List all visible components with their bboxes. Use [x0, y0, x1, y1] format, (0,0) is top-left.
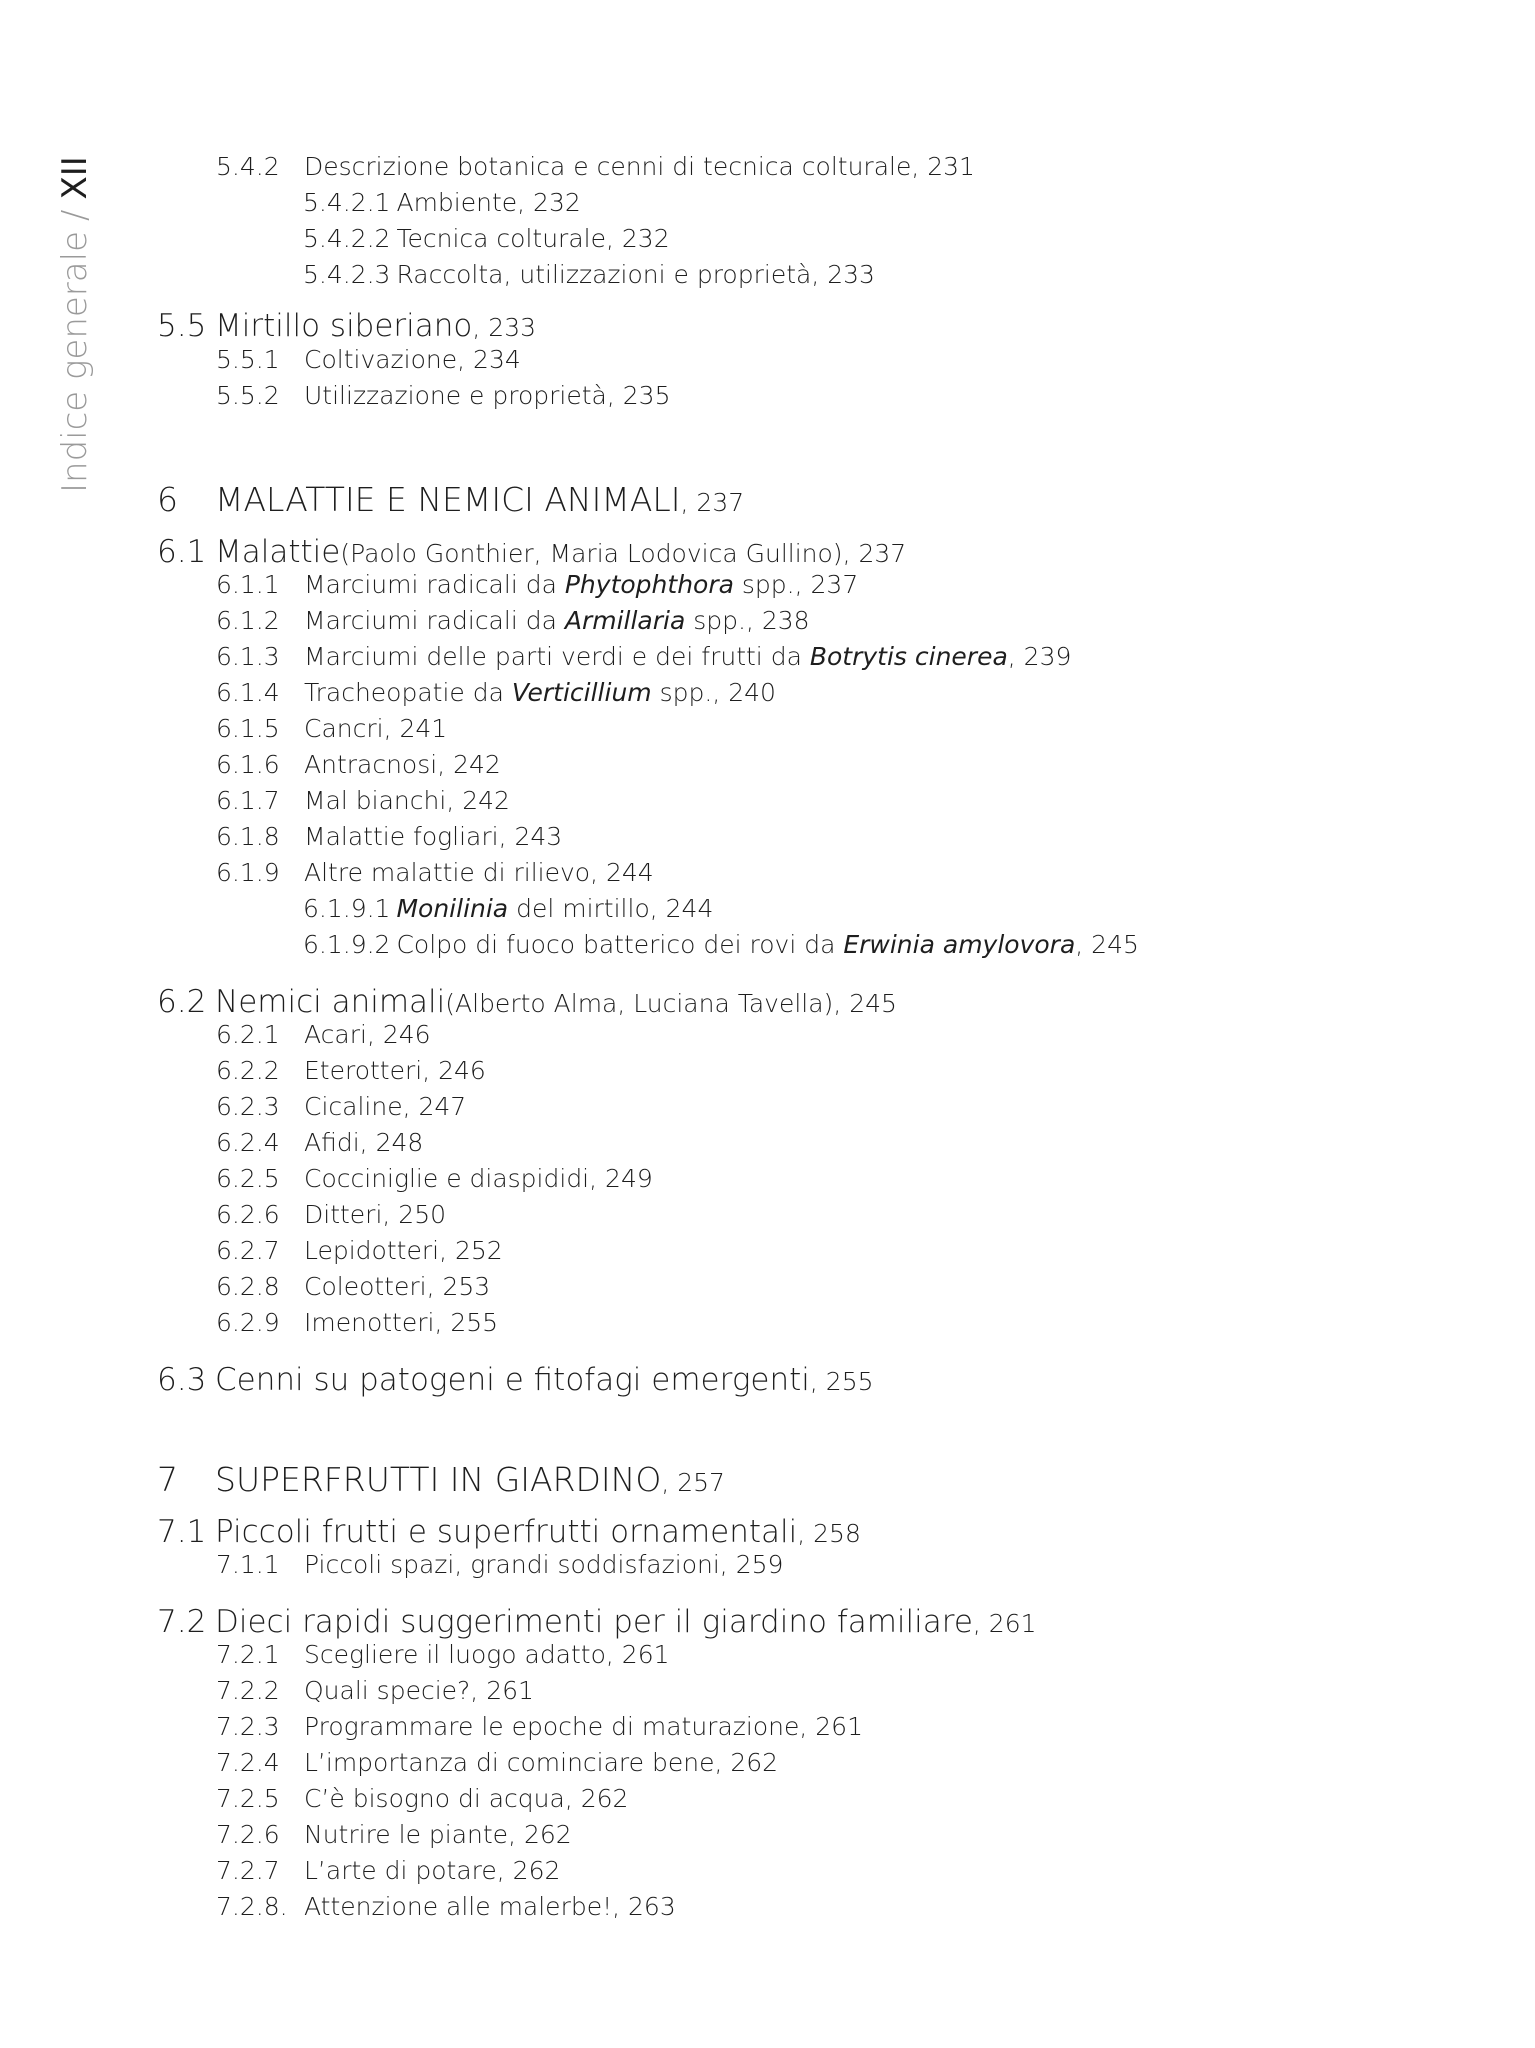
- toc-entry-number: 6.2.8: [216, 1272, 280, 1301]
- title-text: Coltivazione: [304, 345, 458, 374]
- toc-entry-page: , 261: [470, 1676, 534, 1705]
- title-text: Cenni su patogeni e fitofagi emergenti: [215, 1362, 810, 1398]
- title-text: Colpo di fuoco batterico dei rovi da: [396, 930, 844, 959]
- toc-entry-number: 5.5: [157, 308, 207, 344]
- toc-entry-number: 5.5.2: [216, 381, 280, 410]
- toc-entry-sub: [216, 822, 562, 851]
- toc-entry-number: 6.3: [157, 1362, 207, 1398]
- toc-entry-number: 6.2.4: [216, 1128, 280, 1157]
- toc-entry-number: 6: [157, 480, 178, 519]
- title-text: Cocciniglie e diaspididi: [304, 1164, 590, 1193]
- title-text: Altre malattie di rilievo: [304, 858, 591, 887]
- title-text: Dieci rapidi suggerimenti per il giardino familiare: [215, 1604, 973, 1640]
- toc-entry-number: 6.1.9: [216, 858, 280, 887]
- toc-entry-page: , 257: [661, 1468, 725, 1497]
- title-text: Marciumi radicali da: [304, 570, 565, 599]
- toc-entry-title: [215, 308, 472, 344]
- toc-entry-sub: [216, 1856, 560, 1885]
- toc-entry-number: 5.5.1: [216, 345, 280, 374]
- title-text: Marciumi delle parti verdi e dei frutti da: [304, 642, 810, 671]
- toc-entry-page: , 249: [589, 1164, 653, 1193]
- toc-entry-title: [304, 642, 1008, 671]
- toc-entry-sub: [216, 1128, 423, 1157]
- toc-entry-title: [396, 260, 811, 289]
- toc-entry-title: [215, 480, 681, 519]
- toc-entry-sub: [216, 1308, 498, 1337]
- title-text: Afidi: [304, 1128, 360, 1157]
- title-text: Scegliere il luogo adatto: [304, 1640, 606, 1669]
- toc-entry-page: , 253: [426, 1272, 491, 1301]
- title-text: Descrizione botanica e cenni di tecnica colturale: [304, 152, 912, 181]
- toc-entry-chapter: [157, 1460, 725, 1499]
- toc-entry-number: 6.1.1: [216, 570, 280, 599]
- italic-term: Phytophthora: [564, 570, 734, 599]
- toc-entry-number: 6.1.9.1: [303, 894, 391, 923]
- toc-entry-page: , 241: [383, 714, 448, 743]
- toc-entry-number: 6.2.1: [216, 1020, 280, 1049]
- title-text: Lepidotteri: [304, 1236, 440, 1265]
- toc-entry-title: [304, 858, 590, 887]
- title-text: Marciumi radicali da: [304, 606, 565, 635]
- toc-entry-title: [215, 534, 340, 570]
- title-text: Cicaline: [304, 1092, 403, 1121]
- toc-entry-page: , 237: [794, 570, 859, 599]
- toc-entry-page: , 231: [911, 152, 975, 181]
- toc-entry-page: , 233: [472, 313, 537, 342]
- toc-entry-sub: [216, 858, 654, 887]
- toc-entry-sub: [216, 345, 521, 374]
- title-text: Tracheopatie da: [304, 678, 512, 707]
- toc-entry-page: , 235: [606, 381, 671, 410]
- toc-entry-title: [304, 606, 746, 635]
- toc-entry-number: 5.4.2.2: [303, 224, 391, 253]
- toc-entry-number: 6.1.5: [216, 714, 280, 743]
- toc-entry-section: [157, 308, 536, 344]
- toc-entry-sub: [216, 1056, 486, 1085]
- toc-entry-number: 5.4.2: [216, 152, 280, 181]
- running-head-separator: /: [55, 209, 95, 221]
- toc-entry-number: 7: [157, 1460, 178, 1499]
- toc-entry-title: [396, 894, 649, 923]
- toc-entry-number: 6.2.9: [216, 1308, 280, 1337]
- toc-entry-title: [304, 1676, 470, 1705]
- title-text: SUPERFRUTTI IN GIARDINO: [215, 1460, 662, 1499]
- toc-entry-number: 7.2: [157, 1604, 207, 1640]
- toc-entry-page: , 252: [439, 1236, 503, 1265]
- toc-entry-page: , 246: [422, 1056, 486, 1085]
- toc-entry-title: [304, 570, 795, 599]
- toc-entry-sub: [216, 1164, 653, 1193]
- toc-entry-subsub: [303, 224, 670, 253]
- toc-entry-title: [396, 188, 517, 217]
- toc-entry-page: , 262: [508, 1820, 572, 1849]
- toc-entry-sub: [216, 1820, 572, 1849]
- toc-entry-sub: [216, 678, 776, 707]
- toc-entry-page: , 244: [590, 858, 654, 887]
- toc-entry-number: 7.2.7: [216, 1856, 280, 1885]
- toc-entry-page: , 232: [605, 224, 670, 253]
- toc-entry-page: , 245: [833, 989, 897, 1018]
- toc-entry-page: , 258: [797, 1519, 861, 1548]
- toc-entry-page: , 243: [498, 822, 563, 851]
- toc-entry-page: , 262: [714, 1748, 779, 1777]
- toc-entry-sub: [216, 606, 810, 635]
- toc-entry-title: [304, 381, 607, 410]
- toc-entry-sub: [216, 1712, 863, 1741]
- toc-entry-title: [304, 1236, 439, 1265]
- toc-entry-title: [304, 1640, 606, 1669]
- italic-term: Verticillium: [511, 678, 652, 707]
- toc-entry-page: , 234: [457, 345, 521, 374]
- toc-entry-title: [304, 1020, 367, 1049]
- title-text: Piccoli frutti e superfrutti ornamentali: [215, 1514, 798, 1550]
- toc-entry-sub: [216, 1550, 783, 1579]
- italic-term: Monilinia: [396, 894, 509, 923]
- italic-term: Botrytis cinerea: [809, 642, 1008, 671]
- toc-entry-page: , 259: [719, 1550, 784, 1579]
- italic-term: Armillaria: [564, 606, 686, 635]
- toc-entry-page: , 245: [1075, 930, 1139, 959]
- toc-entry-page: , 232: [517, 188, 581, 217]
- toc-entry-page: , 240: [712, 678, 776, 707]
- toc-entry-number: 6.2.6: [216, 1200, 280, 1229]
- toc-entry-number: 7.2.4: [216, 1748, 280, 1777]
- toc-entry-section: [157, 534, 906, 570]
- toc-entry-title: [215, 1514, 797, 1550]
- title-text: Mal bianchi: [304, 786, 447, 815]
- toc-entry-number: 6.1.8: [216, 822, 280, 851]
- toc-entry-title: [304, 1820, 508, 1849]
- toc-entry-title: [304, 1128, 360, 1157]
- toc-entry-number: 7.2.5: [216, 1784, 280, 1813]
- toc-entry-number: 6.1.7: [216, 786, 280, 815]
- toc-entry-title: [215, 1362, 810, 1398]
- title-text: Malattie fogliari: [304, 822, 499, 851]
- title-text: L’arte di potare: [304, 1856, 497, 1885]
- title-text: Piccoli spazi, grandi soddisfazioni: [304, 1550, 720, 1579]
- toc-entry-page: , 261: [799, 1712, 863, 1741]
- toc-entry-number: 7.2.8.: [216, 1892, 288, 1921]
- toc-entry-page: , 255: [434, 1308, 499, 1337]
- toc-entry-sub: [216, 1676, 534, 1705]
- title-text: Coleotteri: [304, 1272, 427, 1301]
- toc-entry-subsub: [303, 260, 875, 289]
- toc-entry-page: , 244: [649, 894, 714, 923]
- title-text: C’è bisogno di acqua: [304, 1784, 565, 1813]
- toc-entry-page: , 239: [1007, 642, 1072, 671]
- toc-entry-number: 5.4.2.3: [303, 260, 391, 289]
- title-text: spp.: [651, 678, 713, 707]
- toc-entry-title: [215, 1460, 661, 1499]
- toc-entry-title: [304, 1200, 382, 1229]
- toc-entry-title: [304, 714, 384, 743]
- title-text: L’importanza di cominciare bene: [304, 1748, 715, 1777]
- title-text: Antracnosi: [304, 750, 438, 779]
- toc-entry-sub: [216, 1892, 676, 1921]
- title-text: Nemici animali: [215, 984, 446, 1020]
- toc-entry-number: 6.2: [157, 984, 207, 1020]
- toc-entry-page: , 255: [809, 1367, 874, 1396]
- toc-entry-section: [157, 1604, 1037, 1640]
- toc-entry-title: [304, 1784, 565, 1813]
- toc-entry-title: [304, 152, 911, 181]
- title-text: Utilizzazione e proprietà: [304, 381, 607, 410]
- toc-entry-subsub: [303, 188, 581, 217]
- title-text: Raccolta, utilizzazioni e proprietà: [396, 260, 812, 289]
- toc-entry-section: [157, 1362, 874, 1398]
- toc-entry-sub: [216, 381, 670, 410]
- toc-entry-title: [304, 1056, 422, 1085]
- toc-entry-title: [304, 345, 457, 374]
- toc-entry-number: 6.1.9.2: [303, 930, 391, 959]
- toc-entry-title: [215, 984, 445, 1020]
- toc-entry-title: [304, 1892, 612, 1921]
- toc-entry-number: 6.2.3: [216, 1092, 280, 1121]
- toc-entry-page: , 261: [972, 1609, 1037, 1638]
- toc-entry-page: , 237: [680, 488, 745, 517]
- title-text: Tecnica colturale: [396, 224, 606, 253]
- italic-term: Erwinia amylovora: [843, 930, 1076, 959]
- toc-entry-title: [304, 1308, 434, 1337]
- toc-entry-number: 6.1: [157, 534, 207, 570]
- toc-entry-title: [304, 1748, 714, 1777]
- title-text: Imenotteri: [304, 1308, 435, 1337]
- toc-entry-title: [304, 1272, 427, 1301]
- toc-entry-page: , 237: [842, 539, 907, 568]
- toc-entry-number: 7.1.1: [216, 1550, 280, 1579]
- toc-entry-title: [304, 786, 446, 815]
- toc-entry-sub: [216, 1200, 446, 1229]
- toc-entry-authors: (Alberto Alma, Luciana Tavella): [445, 989, 834, 1018]
- title-text: Ditteri: [304, 1200, 383, 1229]
- toc-entry-number: 6.1.2: [216, 606, 280, 635]
- toc-entry-authors: (Paolo Gonthier, Maria Lodovica Gullino): [340, 539, 843, 568]
- toc-entry-title: [304, 1092, 403, 1121]
- toc-entry-number: 6.1.3: [216, 642, 280, 671]
- toc-entry-title: [304, 678, 712, 707]
- title-text: Attenzione alle malerbe!: [304, 1892, 613, 1921]
- title-text: Malattie: [215, 534, 341, 570]
- toc-entry-page: , 233: [811, 260, 875, 289]
- toc-entry-number: 6.2.5: [216, 1164, 280, 1193]
- toc-entry-title: [304, 822, 499, 851]
- title-text: MALATTIE E NEMICI ANIMALI: [215, 480, 681, 519]
- toc-entry-number: 7.1: [157, 1514, 207, 1550]
- toc-entry-number: 5.4.2.1: [303, 188, 391, 217]
- toc-entry-sub: [216, 714, 447, 743]
- toc-entry-sub: [216, 1020, 431, 1049]
- toc-entry-title: [304, 750, 437, 779]
- toc-entry-page: , 238: [745, 606, 810, 635]
- toc-entry-number: 7.2.3: [216, 1712, 280, 1741]
- toc-entry-title: [396, 930, 1075, 959]
- title-text: Quali specie?: [304, 1676, 471, 1705]
- title-text: spp.: [685, 606, 746, 635]
- toc-entry-page: , 248: [359, 1128, 424, 1157]
- toc-entry-number: 6.1.4: [216, 678, 280, 707]
- toc-entry-page: , 250: [382, 1200, 447, 1229]
- toc-entry-sub: [216, 1640, 670, 1669]
- toc-entry-number: 6.1.6: [216, 750, 280, 779]
- toc-entry-title: [304, 1164, 589, 1193]
- toc-entry-sub: [216, 1236, 503, 1265]
- toc-entry-number: 6.2.2: [216, 1056, 280, 1085]
- toc-entry-title: [215, 1604, 973, 1640]
- page-number: XII: [55, 156, 95, 200]
- toc-entry-sub: [216, 786, 510, 815]
- toc-entry-page: , 263: [612, 1892, 676, 1921]
- running-head-title: Indice generale: [55, 231, 95, 493]
- toc-entry-title: [304, 1856, 497, 1885]
- toc-entry-section: [157, 1514, 861, 1550]
- toc-entry-sub: [216, 570, 858, 599]
- toc-entry-page: , 242: [437, 750, 501, 779]
- toc-entry-sub: [216, 750, 501, 779]
- toc-entry-chapter: [157, 480, 744, 519]
- toc-entry-sub: [216, 152, 975, 181]
- title-text: Acari: [304, 1020, 367, 1049]
- toc-entry-page: , 242: [446, 786, 510, 815]
- title-text: Eterotteri: [304, 1056, 423, 1085]
- toc-entry-sub: [216, 1748, 778, 1777]
- toc-entry-number: 6.2.7: [216, 1236, 280, 1265]
- toc-entry-number: 7.2.2: [216, 1676, 280, 1705]
- toc-entry-sub: [216, 1272, 490, 1301]
- title-text: Ambiente: [396, 188, 518, 217]
- toc-entry-title: [304, 1550, 720, 1579]
- title-text: spp.: [733, 570, 795, 599]
- title-text: Programmare le epoche di maturazione: [304, 1712, 800, 1741]
- toc-entry-section: [157, 984, 897, 1020]
- toc-entry-sub: [216, 642, 1071, 671]
- title-text: Mirtillo siberiano: [215, 308, 473, 344]
- toc-entry-subsub: [303, 894, 713, 923]
- toc-entry-page: , 261: [605, 1640, 670, 1669]
- toc-entry-page: , 262: [496, 1856, 561, 1885]
- title-text: del mirtillo: [508, 894, 650, 923]
- title-text: Cancri: [304, 714, 384, 743]
- toc-entry-subsub: [303, 930, 1139, 959]
- toc-entry-sub: [216, 1092, 466, 1121]
- toc-entry-page: , 262: [564, 1784, 629, 1813]
- title-text: Nutrire le piante: [304, 1820, 509, 1849]
- toc-entry-title: [304, 1712, 799, 1741]
- toc-entry-page: , 247: [402, 1092, 467, 1121]
- toc-entry-number: 7.2.6: [216, 1820, 280, 1849]
- toc-entry-page: , 246: [366, 1020, 431, 1049]
- toc-entry-number: 7.2.1: [216, 1640, 280, 1669]
- toc-entry-sub: [216, 1784, 628, 1813]
- toc-entry-title: [396, 224, 606, 253]
